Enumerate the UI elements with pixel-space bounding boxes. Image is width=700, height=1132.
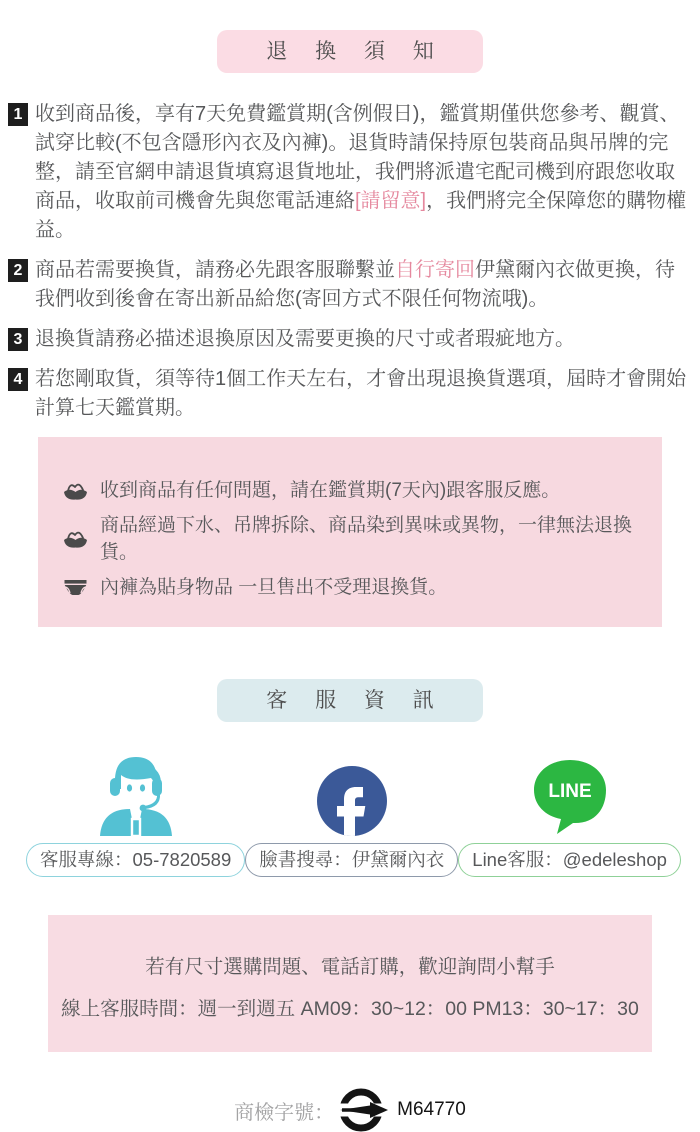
service-info-title: 客 服 資 訊 <box>217 679 483 722</box>
notice-item-1 <box>8 100 692 245</box>
helper-line-2: 線上客服時間：週一到週五 AM09：30~12：00 PM13：30~17：30 <box>61 998 639 1020</box>
item-number-badge: 2 <box>8 259 28 282</box>
inspection-row <box>0 1088 700 1132</box>
item-number-badge: 3 <box>8 328 28 351</box>
notice-item-text: 若您剛取貨，須等待1個工作天左右，才會出現退換貨選項，屆時才會開始計算七天鑑賞期。 <box>35 368 687 419</box>
panty-icon <box>62 574 89 601</box>
helper-line-1: 若有尺寸選購問題、電話訂購，歡迎詢問小幫手 <box>145 956 555 978</box>
notice-item-text: 收到商品後，享有7天免費鑑賞期(含例假日)，鑑賞期僅供您參考、觀賞、試穿比較(不包含隱形內衣及內褲)。退貨時請保持原包裝商品與吊牌的完整，請至官網申請退貨填寫退貨地址，我們將派遣宅配司機到府跟您收取商品，收取前司機會先與您電話連絡[請留意]，我們將完全保障您的購物權益。 <box>35 103 687 241</box>
bra-icon <box>62 477 89 504</box>
facebook-icon <box>317 748 387 836</box>
care-rule-text: 內褲為貼身物品 一旦售出不受理退換貨。 <box>100 577 448 598</box>
phone-contact-pill[interactable]: 客服專線：05-7820589 <box>26 843 245 877</box>
line-contact-pill[interactable]: Line客服：@edeleshop <box>458 843 681 877</box>
inspection-code: M64770 <box>397 1099 466 1120</box>
headset-agent-icon <box>90 748 182 836</box>
notice-item-3 <box>8 325 692 354</box>
bsmi-logo-icon <box>339 1088 389 1132</box>
care-rule-row <box>62 477 648 504</box>
item-number-badge: 1 <box>8 103 28 126</box>
line-icon <box>529 748 611 836</box>
care-rule-row <box>62 574 648 601</box>
item-number-badge: 4 <box>8 368 28 391</box>
contact-phone <box>26 748 245 877</box>
care-rule-text: 收到商品有任何問題，請在鑑賞期(7天內)跟客服反應。 <box>100 480 561 501</box>
care-rules-box <box>38 437 662 627</box>
care-rule-row <box>62 512 648 566</box>
contact-facebook <box>245 748 458 877</box>
return-notice-title: 退 換 須 知 <box>217 30 483 73</box>
facebook-contact-pill[interactable]: 臉書搜尋：伊黛爾內衣 <box>245 843 458 877</box>
care-rule-text: 商品經過下水、吊牌拆除、商品染到異味或異物，一律無法退換貨。 <box>100 515 633 563</box>
helper-info-box <box>48 915 652 1052</box>
notice-item-2 <box>8 256 692 314</box>
notice-item-text: 商品若需要換貨，請務必先跟客服聯繫並自行寄回伊黛爾內衣做更換，待我們收到後會在寄出新品給您(寄回方式不限任何物流哦)。 <box>35 259 675 310</box>
contact-line <box>458 748 681 877</box>
return-notice-list <box>8 100 692 423</box>
bra-icon <box>62 526 89 553</box>
inspection-label: 商檢字號： <box>234 1101 335 1124</box>
contacts-row <box>0 748 700 877</box>
notice-item-text: 退換貨請務必描述退換原因及需要更換的尺寸或者瑕疵地方。 <box>35 328 575 350</box>
notice-item-4 <box>8 365 692 423</box>
line-badge-text: LINE <box>547 781 592 802</box>
